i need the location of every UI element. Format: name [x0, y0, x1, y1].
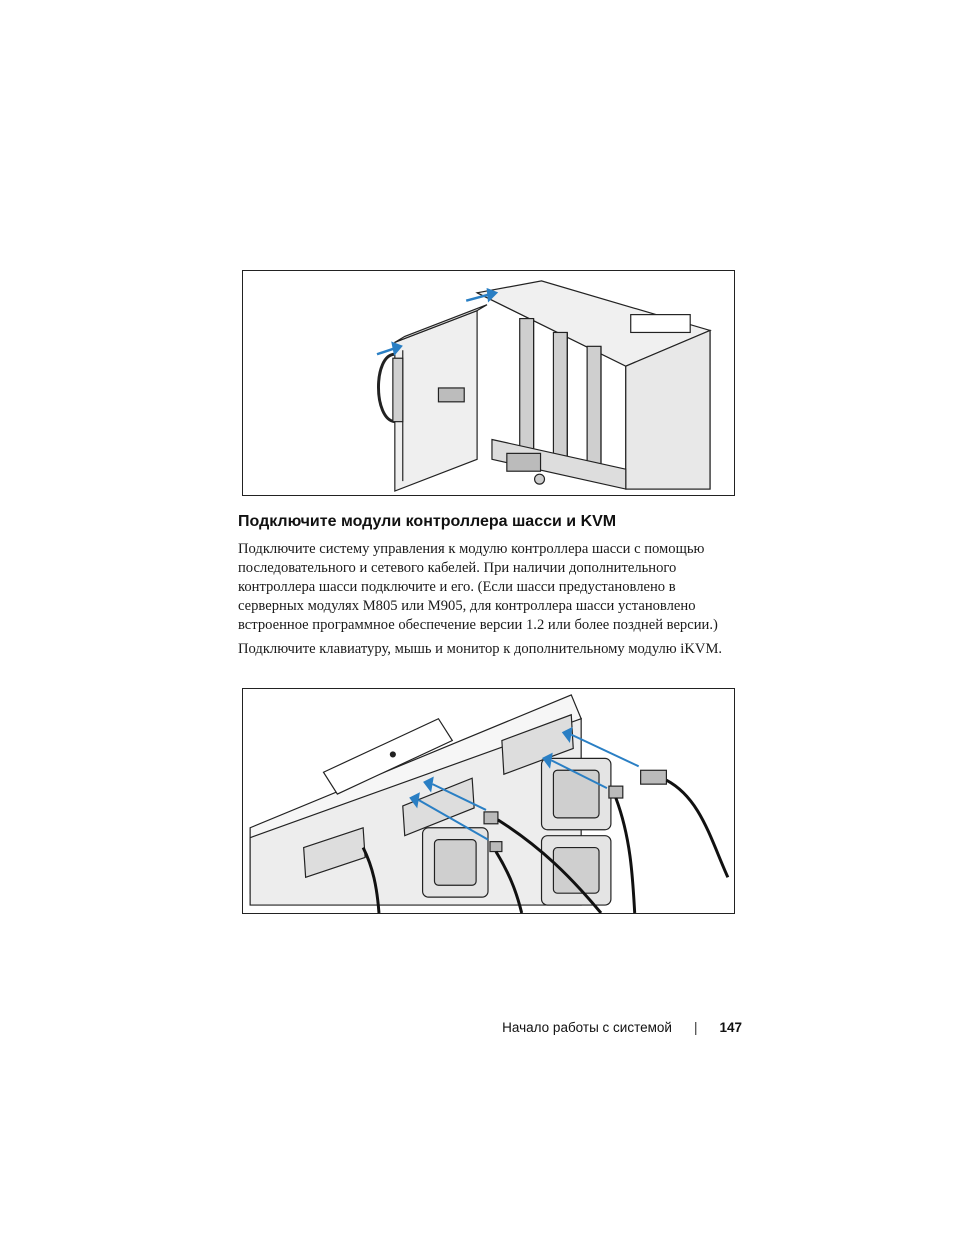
page-number: 147	[719, 1020, 742, 1035]
figure-cmc-kvm-cabling	[242, 688, 735, 914]
paragraph-ikvm-connection: Подключите клавиатуру, мышь и монитор к дополнительному модулю iKVM.	[238, 641, 723, 657]
blade-insertion-illustration	[243, 271, 734, 495]
footer-separator: |	[693, 1020, 698, 1035]
page-footer	[502, 1018, 742, 1038]
cabling-illustration	[243, 689, 734, 913]
section-heading: Подключите модули контроллера шасси и KVM	[238, 513, 617, 530]
paragraph-cmc-connection: Подключите систему управления к модулю контроллера шасси с помощью последовательного и сетевого кабелей. При наличии дополнительного контроллера шасси подключите и его. (Если шасси предустановлено в серверных модулях M805 или M905, для контроллера шасси установлено встроенное программное обеспечение версии 1.2 или более поздней версии.)	[238, 541, 718, 633]
figure-blade-insertion	[242, 270, 735, 496]
footer-title: Начало работы с системой	[502, 1020, 672, 1035]
